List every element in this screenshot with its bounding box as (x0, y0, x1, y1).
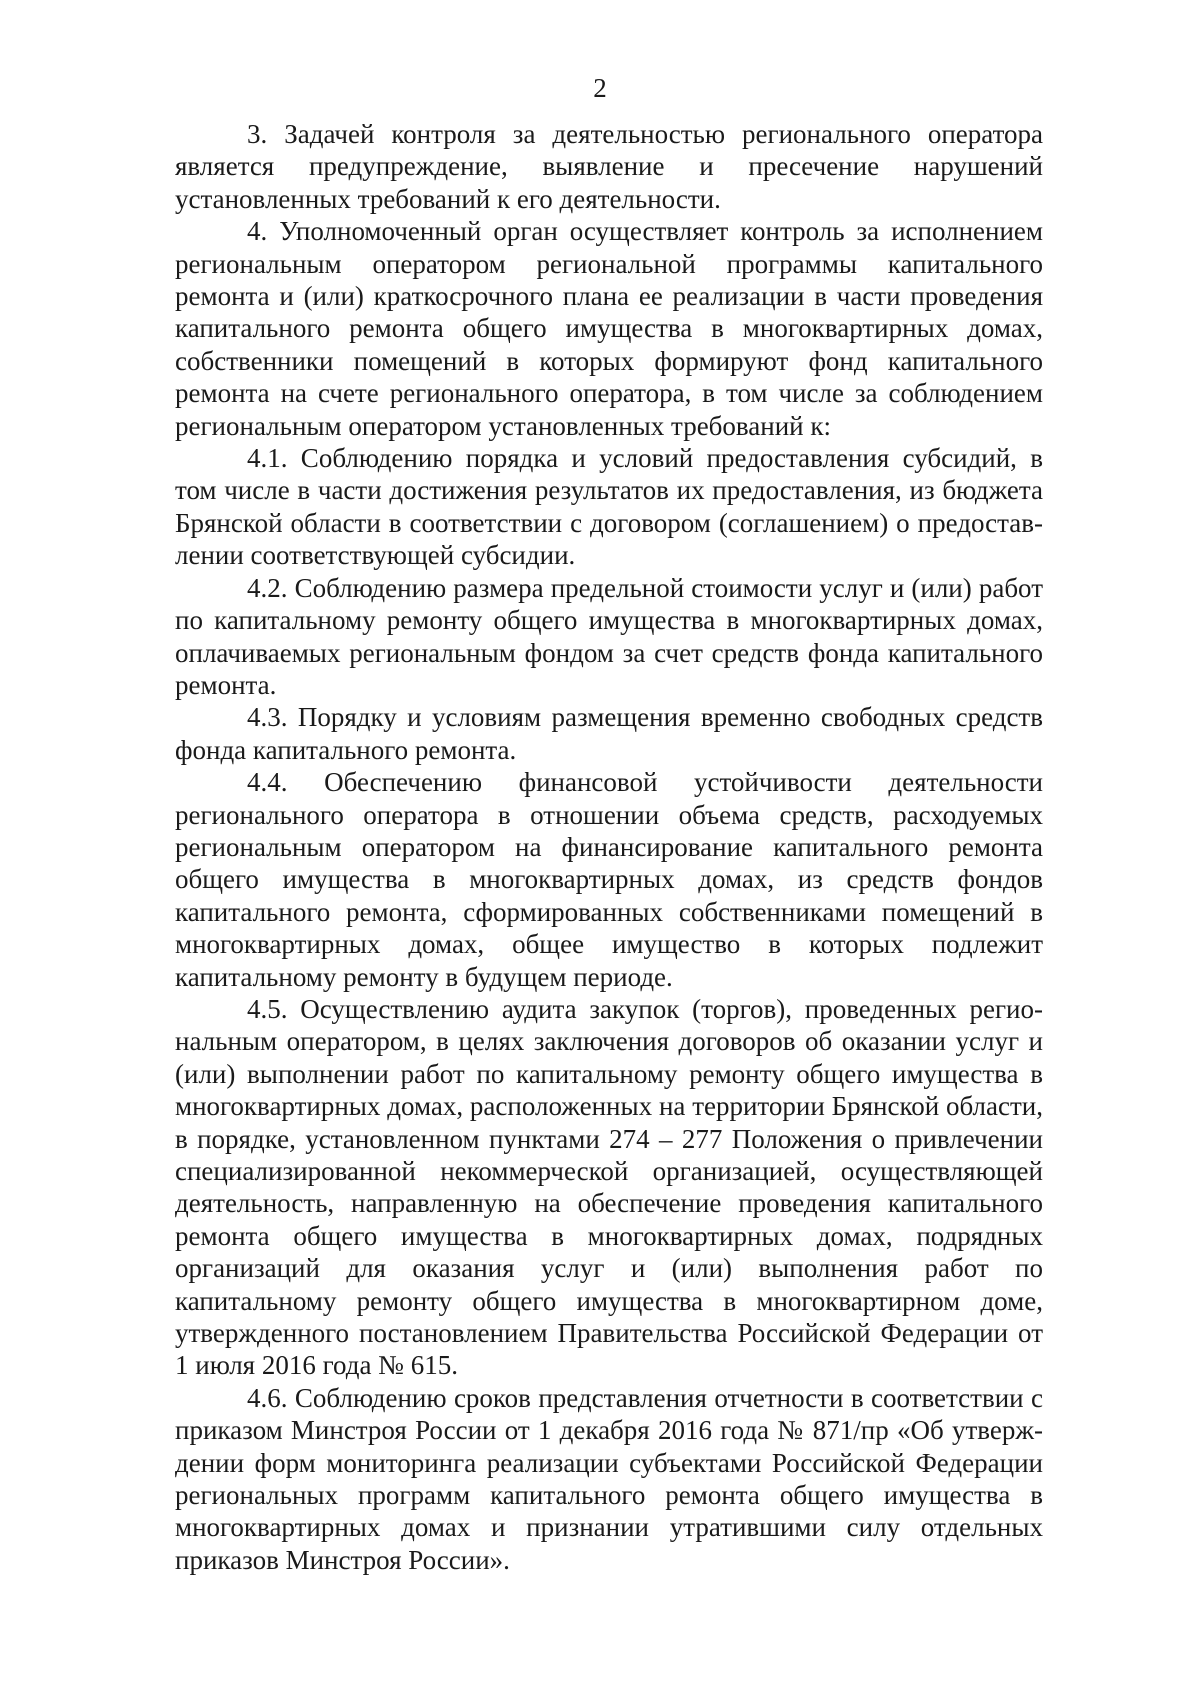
document-body (175, 118, 1043, 1576)
paragraph-4-2: 4.2. Соблюдению размера предельной стоимости услуг и (или) работ по капитальному ремонту общего имущества в многоквартирных домах, оплачиваемых региональным фондом за счет средств фонда капитального ремонта. (175, 572, 1043, 700)
paragraph-4-5: 4.5. Осуществлению аудита закупок (торгов), проведенных региональным оператором, в целях заключения договоров об оказании услуг и (или) выполнении работ по капитальному ремонту общего имущества в многоквартирных домах, расположенных на территории Брянской области, в порядке, установленном пунктами 274 – 277 Положения о привлечении специализированной некоммерческой организацией, осуществляющей деятельность, направленную на обеспечение проведения капитального ремонта общего имущества в многоквартирных домах, подрядных организаций для оказания услуг и (или) выполнения работ по капитальному ремонту общего имущества в многоквартирном доме, утвержденного постановлением Правительства Российской Федерации от 1 июля 2016 года № 615. (175, 993, 1043, 1381)
paragraph-4: 4. Уполномоченный орган осуществляет контроль за исполнением региональным оператором региональной программы капитального ремонта и (или) краткосрочного плана ее реализации в части проведения капитального ремонта общего имущества в многоквартирных домах, собственники помещений в которых формируют фонд капитального ремонта на счете регионального оператора, в том числе за соблюдением региональным оператором установленных требований к: (175, 216, 1043, 441)
paragraph-3: 3. Задачей контроля за деятельностью регионального оператора является предупреждение, выявление и пресечение нарушений установленных требований к его деятельности. (175, 119, 1043, 214)
page-number: 2 (593, 73, 607, 103)
paragraph-4-6: 4.6. Соблюдению сроков представления отчетности в соответствии с приказом Минстроя России от 1 декабря 2016 года № 871/пр «Об утверждении форм мониторинга реализации субъектами Российской Федерации региональных программ капитального ремонта общего имущества в многоквартирных домах и признании утратившими силу отдельных приказов Минстроя России». (175, 1382, 1043, 1575)
paragraph-4-4: 4.4. Обеспечению финансовой устойчивости деятельности регионального оператора в отношении объема средств, расходуемых региональным оператором на финансирование капитального ремонта общего имущества в многоквартирных домах, из средств фондов капитального ремонта, сформированных собственниками помещений в многоквартирных домах, общее имущество в которых подлежит капитальному ремонту в будущем периоде. (175, 767, 1043, 992)
paragraph-4-3: 4.3. Порядку и условиям размещения временно свободных средств фонда капитального ремонта. (175, 702, 1043, 765)
paragraph-4-1: 4.1. Соблюдению порядка и условий предоставления субсидий, в том числе в части достижения результатов их предоставления, из бюджета Брянской области в соответствии с договором (соглашением) о предоставлении соответствующей субсидии. (175, 443, 1043, 571)
